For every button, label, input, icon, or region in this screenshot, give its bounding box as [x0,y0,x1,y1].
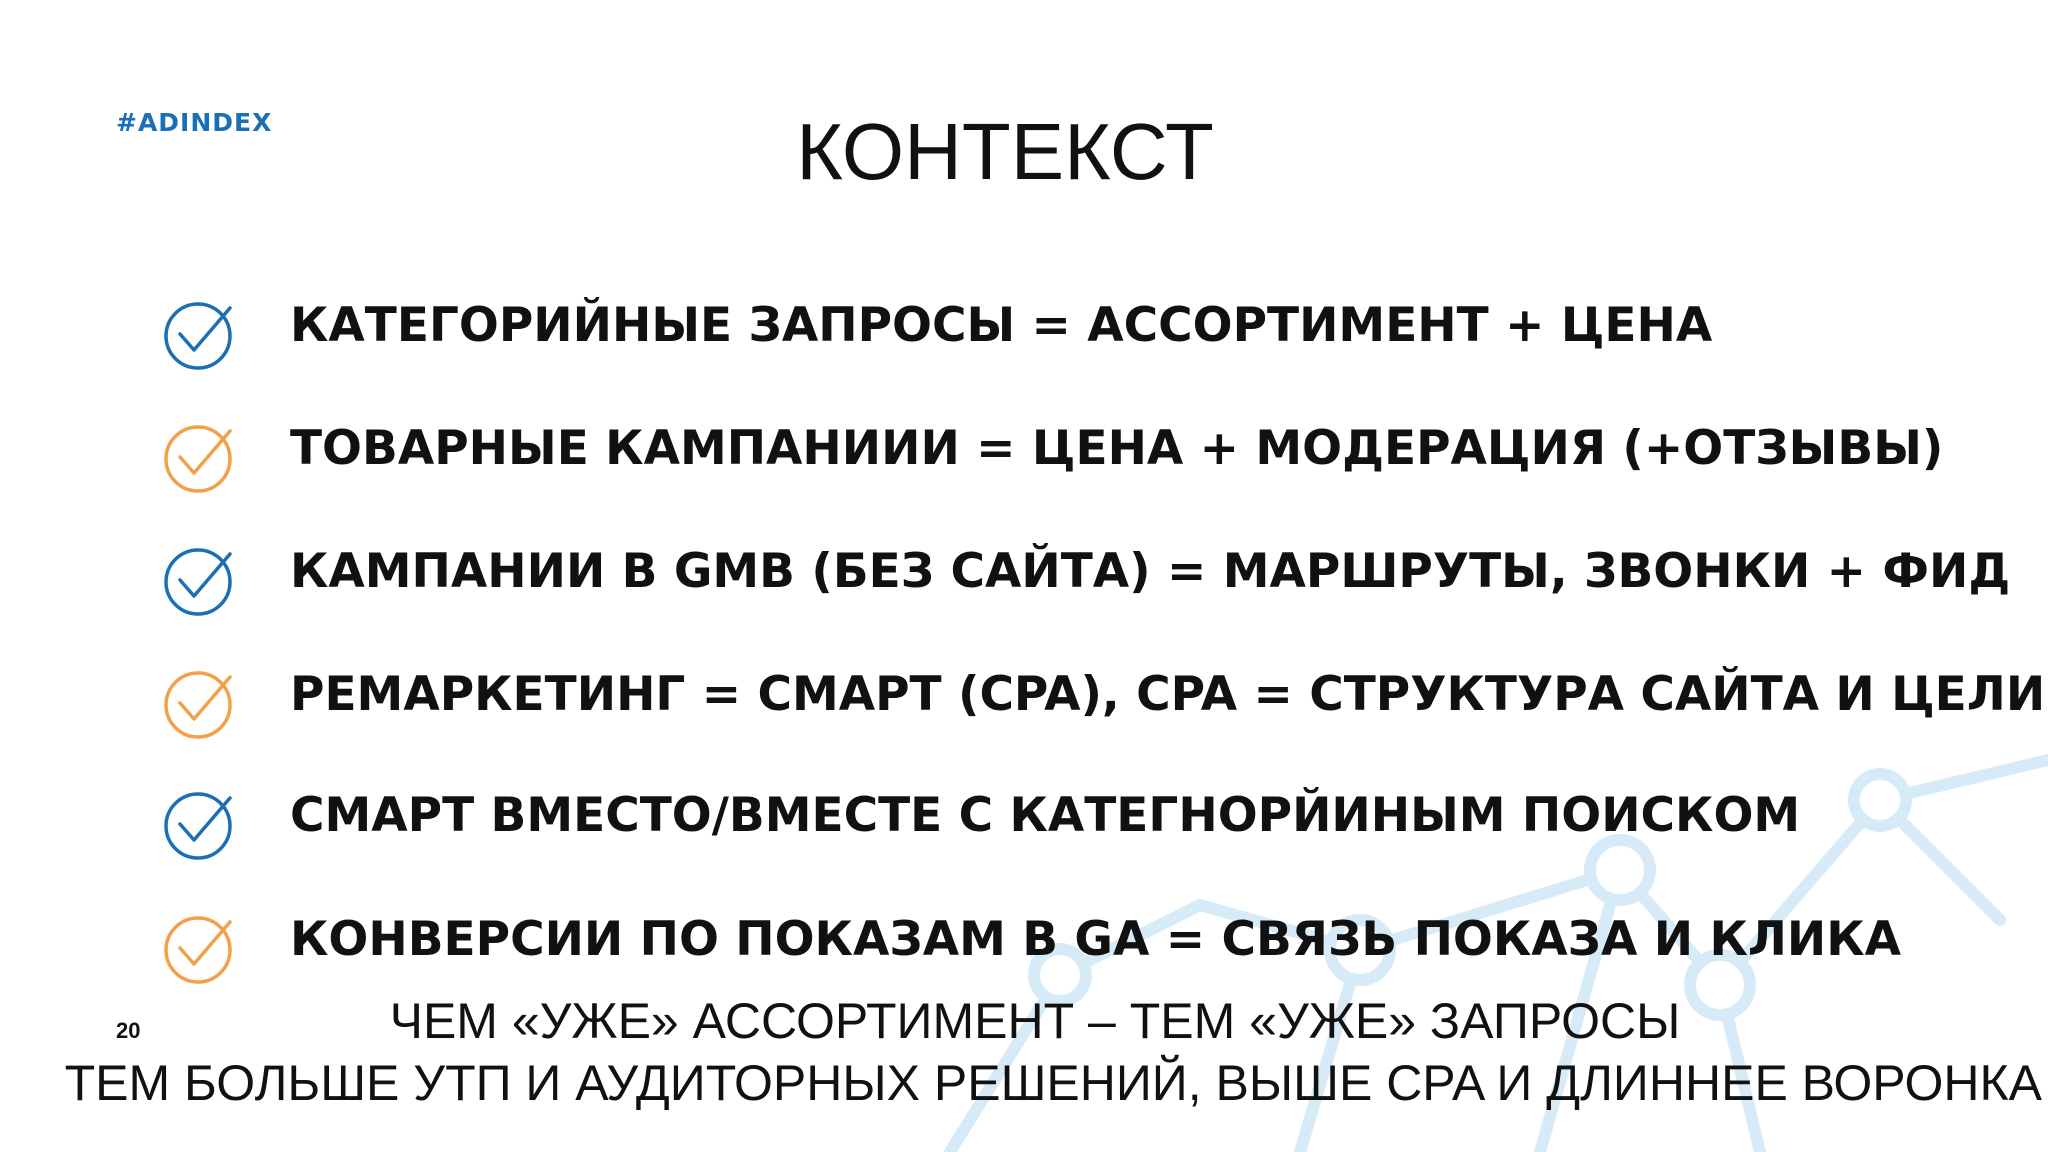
check-circle-icon [160,665,236,741]
list-item-text: КАМПАНИИ В GMB (БЕЗ САЙТА) = МАРШРУТЫ, ЗВОНКИ + ФИД [290,544,2011,599]
list-item-text: ТОВАРНЫЕ КАМПАНИИИ = ЦЕНА + МОДЕРАЦИЯ (+ОТЗЫВЫ) [290,421,1944,476]
slide-title: КОНТЕКСТ [796,107,1214,196]
list-item-text: СМАРТ ВМЕСТО/ВМЕСТЕ С КАТЕГНОРЙИНЫМ ПОИСКОМ [290,788,1801,843]
list-item [160,657,2046,737]
check-circle-icon [160,910,236,986]
list-item-text: КОНВЕРСИИ ПО ПОКАЗАМ В GA = СВЯЗЬ ПОКАЗА И КЛИКА [290,912,1902,967]
check-circle-icon [160,786,236,862]
list-item-text: КАТЕГОРИЙНЫЕ ЗАПРОСЫ = АССОРТИМЕНТ + ЦЕНА [290,298,1713,353]
check-circle-icon [160,542,236,618]
list-item [160,288,2000,368]
list-item [160,534,2011,614]
list-item [160,411,2000,491]
list-item-text: РЕМАРКЕТИНГ = СМАРТ (CPA), CPA = СТРУКТУРА САЙТА И ЦЕЛИ [290,667,2046,722]
footer-line-2: ТЕМ БОЛЬШЕ УТП И АУДИТОРНЫХ РЕШЕНИЙ, ВЫШЕ CPA И ДЛИННЕЕ ВОРОНКА [64,1055,2042,1111]
page-number: 20 [116,1018,141,1043]
check-circle-icon [160,296,236,372]
footer-line-1: ЧЕМ «УЖЕ» АССОРТИМЕНТ – ТЕМ «УЖЕ» ЗАПРОСЫ [389,993,1681,1049]
check-circle-icon [160,419,236,495]
list-item [160,902,2000,982]
adindex-logo: #ADINDEX [116,108,273,137]
list-item [160,778,2000,858]
